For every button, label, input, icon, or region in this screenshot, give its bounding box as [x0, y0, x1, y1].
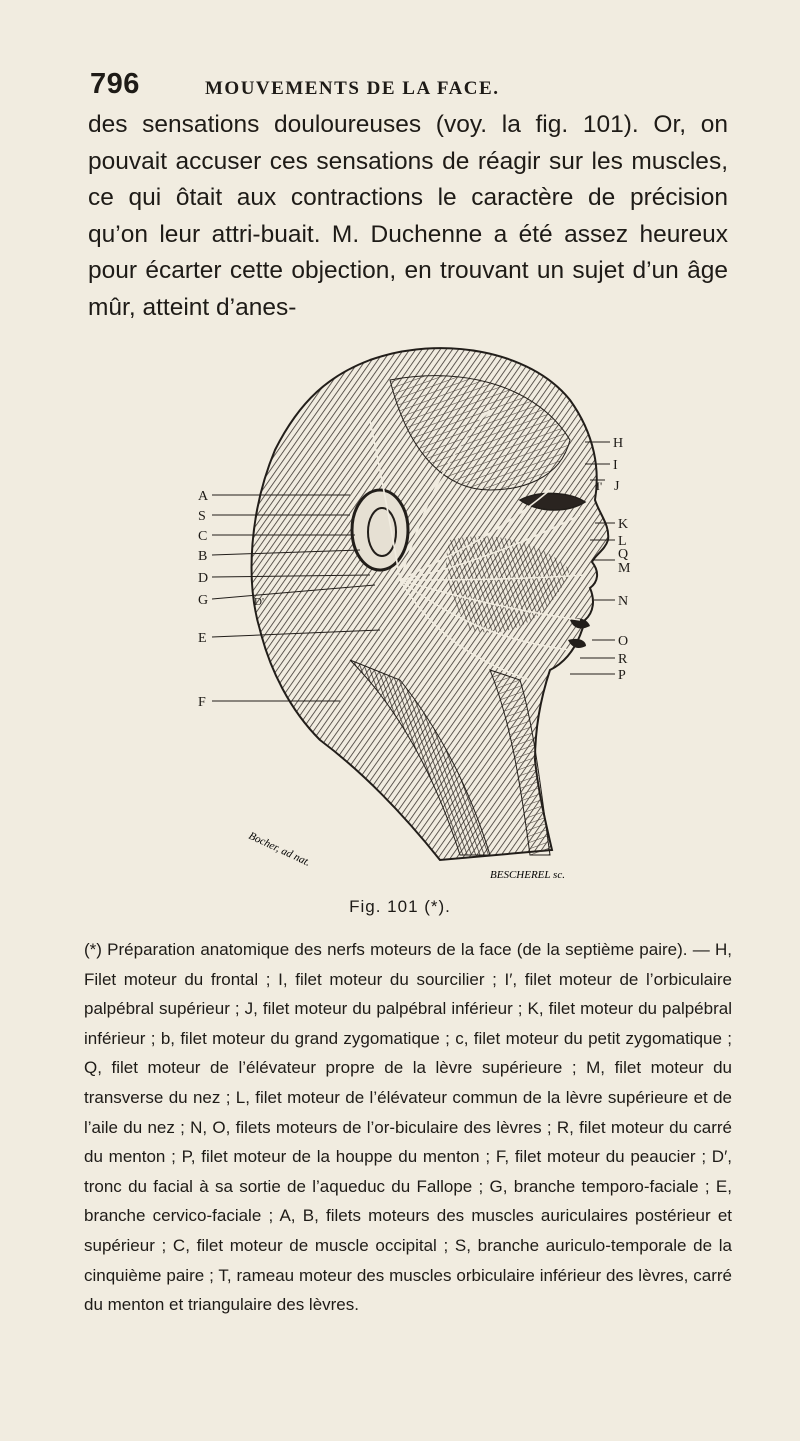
figure-label: N: [618, 594, 629, 609]
illustrator-signature: Bocher, ad nat.: [246, 829, 313, 869]
anatomical-figure: [190, 340, 650, 880]
figure-label: A: [198, 489, 209, 504]
engraver-signature: BESCHEREL sc.: [490, 869, 565, 880]
legend-text: (*) Préparation anatomique des nerfs moteurs de la face (de la septième paire). — H, Filet moteur du frontal ; I, filet moteur du sourcilier ; I′, filet moteur de l’orbiculaire palpébral supérieur ; J, filet moteur du palpébral inférieur ; K, filet moteur du palpébral inférieur ; b, filet moteur du grand zygomatique ; c, filet moteur du petit zygomatique ; Q, filet moteur de l’élévateur propre de la lèvre supérieure ; M, filet moteur du transverse du nez ; L, filet moteur de l’élévateur commun de la lèvre supérieure et de l’aile du nez ; N, O, filets moteurs de l’or-biculaire des lèvres ; R, filet moteur du carré du menton ; P, filet moteur de la houppe du menton ; F, filet moteur du peaucier ; D′, tronc du facial à sa sortie de l’aqueduc du Fallope ; G, branche temporo-faciale ; E, branche cervico-faciale ; A, B, filets moteurs des muscles auriculaires postérieur et supérieur ; C, filet moteur de muscle occipital ; S, branche auriculo-temporale de la cinquième paire ; T, rameau moteur des muscles orbiculaire inférieur des lèvres, carré du menton et triangulaire des lèvres.: [84, 940, 732, 1315]
figure-label: O: [618, 634, 629, 649]
figure-label: D: [198, 571, 209, 586]
figure-label: E: [198, 631, 207, 646]
figure-legend: [84, 935, 732, 1320]
figure-label: I: [613, 458, 618, 473]
figure-label: B: [198, 549, 208, 564]
figure-label: I': [596, 479, 603, 493]
body-paragraph: des sensations douloureuses (voy. la fig. 101). Or, on pouvait accuser ces sensations de réagir sur les muscles, ce qui ôtait aux contractions le caractère de précision qu’on leur attri-buait. M. Duchenne a été assez heureux pour écarter cette objection, en trouvant un sujet d’un âge mûr, atteint d’anes-: [88, 111, 728, 321]
figure-label: C: [198, 529, 208, 544]
figure-label: S: [198, 509, 206, 524]
figure-label: M: [618, 561, 631, 576]
figure-label: G: [198, 593, 209, 608]
figure-label: Q: [618, 547, 629, 562]
figure-label: K: [618, 517, 629, 532]
figure-label: P: [618, 668, 626, 683]
figure-label: J: [614, 479, 620, 494]
running-head: MOUVEMENTS DE LA FACE.: [205, 78, 500, 99]
figure-label: L: [618, 534, 627, 549]
figure-caption: Fig. 101 (*).: [349, 897, 451, 916]
figure-label-inner: D': [254, 596, 264, 608]
page-number: 796: [90, 68, 140, 100]
figure-label: H: [613, 436, 624, 451]
page-header: [90, 68, 690, 108]
head-illustration: [252, 348, 609, 860]
ear-drawing: [352, 490, 408, 570]
body-text: [88, 107, 728, 326]
figure-label: F: [198, 695, 206, 710]
figure-label: R: [618, 652, 628, 667]
